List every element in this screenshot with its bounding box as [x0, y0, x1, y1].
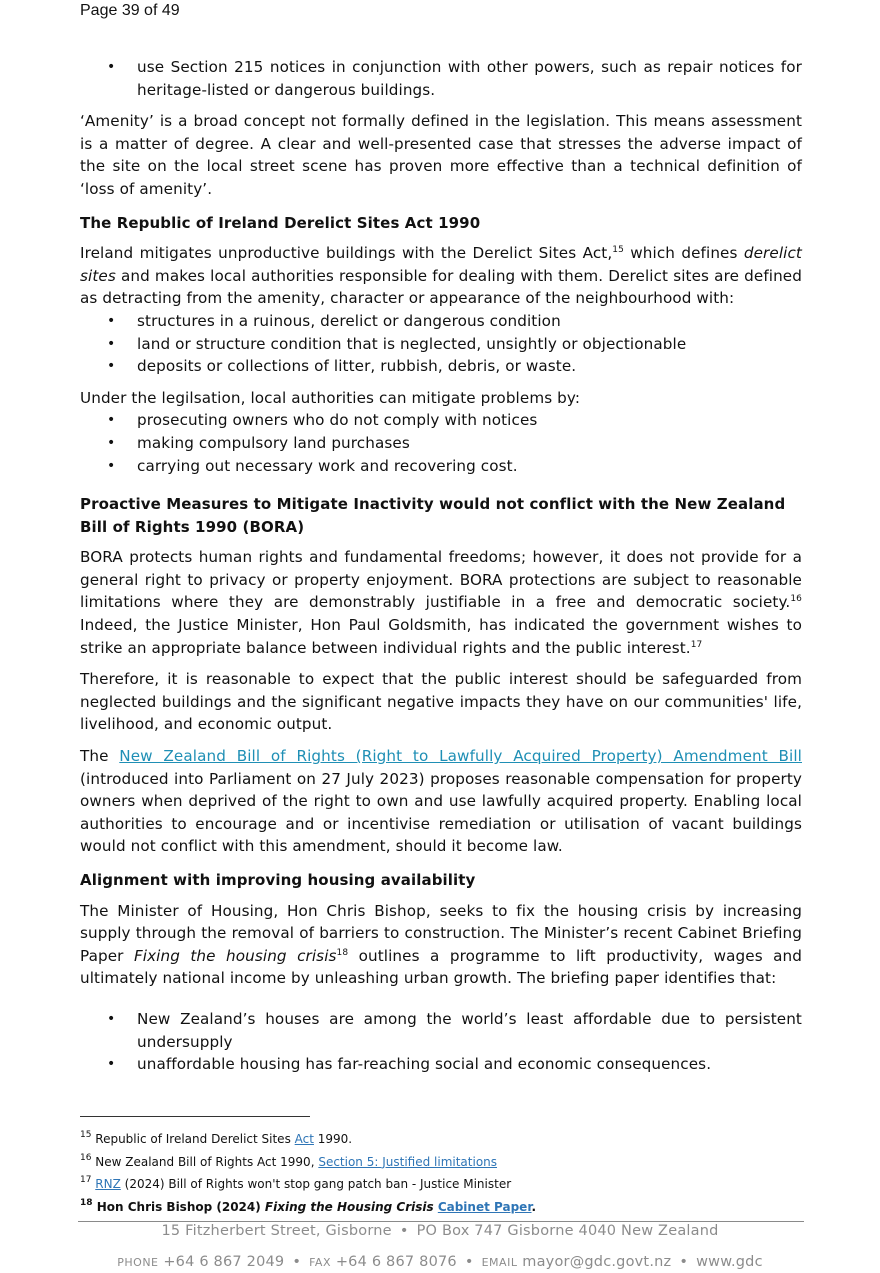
housing-list: [80, 1008, 802, 1076]
act-link[interactable]: Act: [294, 1132, 314, 1146]
footnotes: [80, 1128, 800, 1218]
phone-number: +64 6 867 2049: [163, 1254, 285, 1270]
footnote-ref-16[interactable]: 16: [790, 594, 802, 605]
bullet-icon: •: [107, 335, 116, 352]
email-address[interactable]: mayor@gdc.govt.nz: [522, 1254, 672, 1270]
bullet-icon: •: [107, 412, 116, 429]
housing-paragraph: The Minister of Housing, Hon Chris Bishop, seeks to fix the housing crisis by increasing supply through the removal of barriers to construction. The Minister’s recent Cabinet Briefing Paper Fixing the housing crisis$^{18}$ outlines a programme to lift productivity, wages and ultimately national income by unleashing urban growth. The briefing paper identifies that:: [80, 901, 802, 988]
bullet-icon: •: [107, 457, 116, 474]
footnote-ref-18[interactable]: 18: [336, 947, 349, 958]
ireland-intro: Ireland mitigates unproductive buildings with the Derelict Sites Act,$^{15}$ which defines derelict sites and makes local authorities responsible for dealing with them. Derelict sites are defined as detracting from the amenity, character or appearance of the neighbourhood with:: [80, 244, 802, 308]
bora-paragraph-1: BORA protects human rights and fundamental freedoms; however, it does not provide for a general right to privacy or property enjoyment. BORA protections are subject to reasonable limitations where they are demonstrably justifiable in a free and democratic society.$^{16}$ Indeed, the Justice Minister, Hon Paul Goldsmith, has indicated the government wishes to strike an appropriate balance between individual rights and the public interest.$^{17}$: [80, 548, 802, 657]
housing-heading: Alignment with improving housing availability: [80, 871, 476, 889]
po-box: PO Box 747 Gisborne 4040 New Zealand: [416, 1223, 719, 1239]
list-item: • prosecuting owners who do not comply with notices: [80, 409, 802, 432]
bora-paragraph-2: Therefore, it is reasonable to expect that the public interest should be safeguarded from neglected buildings and the significant negative impacts they have on our communities' life, livelihood, and economic output.: [80, 670, 802, 734]
email-label: EMAIL: [481, 1256, 518, 1269]
fax-number: +64 6 867 8076: [335, 1254, 457, 1270]
list-item: • carrying out necessary work and recovering cost.: [80, 455, 802, 478]
website[interactable]: www.gdc: [696, 1254, 763, 1270]
footnote-divider: [80, 1116, 310, 1117]
bullet-icon: •: [107, 312, 116, 329]
amendment-bill-link[interactable]: New Zealand Bill of Rights (Right to Lawfully Acquired Property) Amendment Bill: [119, 747, 802, 766]
rnz-link[interactable]: RNZ: [95, 1177, 121, 1191]
list-item-text: use Section 215 notices in conjunction with other powers, such as repair notices for heritage-listed or dangerous buildings.: [137, 58, 802, 99]
separator-dot: •: [464, 1254, 474, 1270]
footer-address: [0, 1223, 880, 1239]
page-number: Page 39 of 49: [80, 2, 180, 19]
footnote-15: $^{15}$ Republic of Ireland Derelict Sites Act 1990.: [80, 1130, 353, 1146]
bullet-icon: •: [107, 1056, 116, 1073]
bora-paragraph-3: The New Zealand Bill of Rights (Right to Lawfully Acquired Property) Amendment Bill (introduced into Parliament on 27 July 2023) proposes reasonable compensation for property owners when deprived of the right to own and use lawfully acquired property. Enabling local authorities to encourage and or incentivise remediation or utilisation of vacant buildings would not conflict with this amendment, should it become law.: [80, 747, 802, 856]
amenity-paragraph: ‘Amenity’ is a broad concept not formally defined in the legislation. This means assessment is a matter of degree. A clear and well-presented case that stresses the adverse impact of the site on the local street scene has proven more effective than a technical definition of ‘loss of amenity’.: [80, 112, 802, 198]
list-item: • unaffordable housing has far-reaching social and economic consequences.: [80, 1053, 802, 1076]
bora-heading: Proactive Measures to Mitigate Inactivity would not conflict with the New Zealand Bill of Rights 1990 (BORA): [80, 495, 786, 536]
footer-divider: [78, 1221, 804, 1222]
street-address: 15 Fitzherbert Street, Gisborne: [161, 1223, 392, 1239]
footnote-18: $^{18}$ Hon Chris Bishop (2024) Fixing the Housing Crisis Cabinet Paper.: [80, 1197, 537, 1214]
list-item: • New Zealand’s houses are among the world’s least affordable due to persistent undersupply: [107, 1009, 802, 1051]
list-item: • land or structure condition that is neglected, unsightly or objectionable: [80, 333, 802, 356]
derelict-conditions-list: [80, 310, 802, 378]
bullet-icon: •: [107, 59, 116, 75]
separator-dot: •: [679, 1254, 689, 1270]
cabinet-paper-link[interactable]: Cabinet Paper: [437, 1199, 532, 1214]
footnote-16: $^{16}$ New Zealand Bill of Rights Act 1990, Section 5: Justified limitations: [80, 1152, 498, 1169]
bullet-icon: •: [107, 358, 116, 375]
phone-label: PHONE: [117, 1256, 159, 1269]
fax-label: FAX: [309, 1256, 331, 1269]
list-item: • deposits or collections of litter, rubbish, debris, or waste.: [80, 355, 802, 378]
bullet-icon: •: [107, 1010, 116, 1027]
mitigation-list: [80, 409, 802, 477]
bullet-list-top: [80, 56, 802, 101]
document-body: [80, 56, 802, 1076]
bullet-icon: •: [107, 434, 116, 451]
footnote-ref-17[interactable]: 17: [690, 639, 703, 650]
ireland-heading: The Republic of Ireland Derelict Sites Act 1990: [80, 213, 481, 232]
separator-dot: •: [292, 1254, 302, 1270]
legislation-intro: Under the legilsation, local authorities can mitigate problems by:: [80, 388, 581, 407]
list-item: [80, 56, 802, 101]
list-item: • making compulsory land purchases: [80, 432, 802, 455]
footer-contact: [0, 1254, 880, 1270]
footnote-17: $^{17}$ RNZ (2024) Bill of Rights won't stop gang patch ban - Justice Minister: [80, 1175, 512, 1191]
separator-dot: •: [399, 1223, 409, 1239]
footnote-ref-15[interactable]: 15: [612, 245, 624, 256]
section-5-link[interactable]: Section 5: Justified limitations: [318, 1154, 498, 1169]
list-item: • structures in a ruinous, derelict or dangerous condition: [80, 310, 802, 333]
